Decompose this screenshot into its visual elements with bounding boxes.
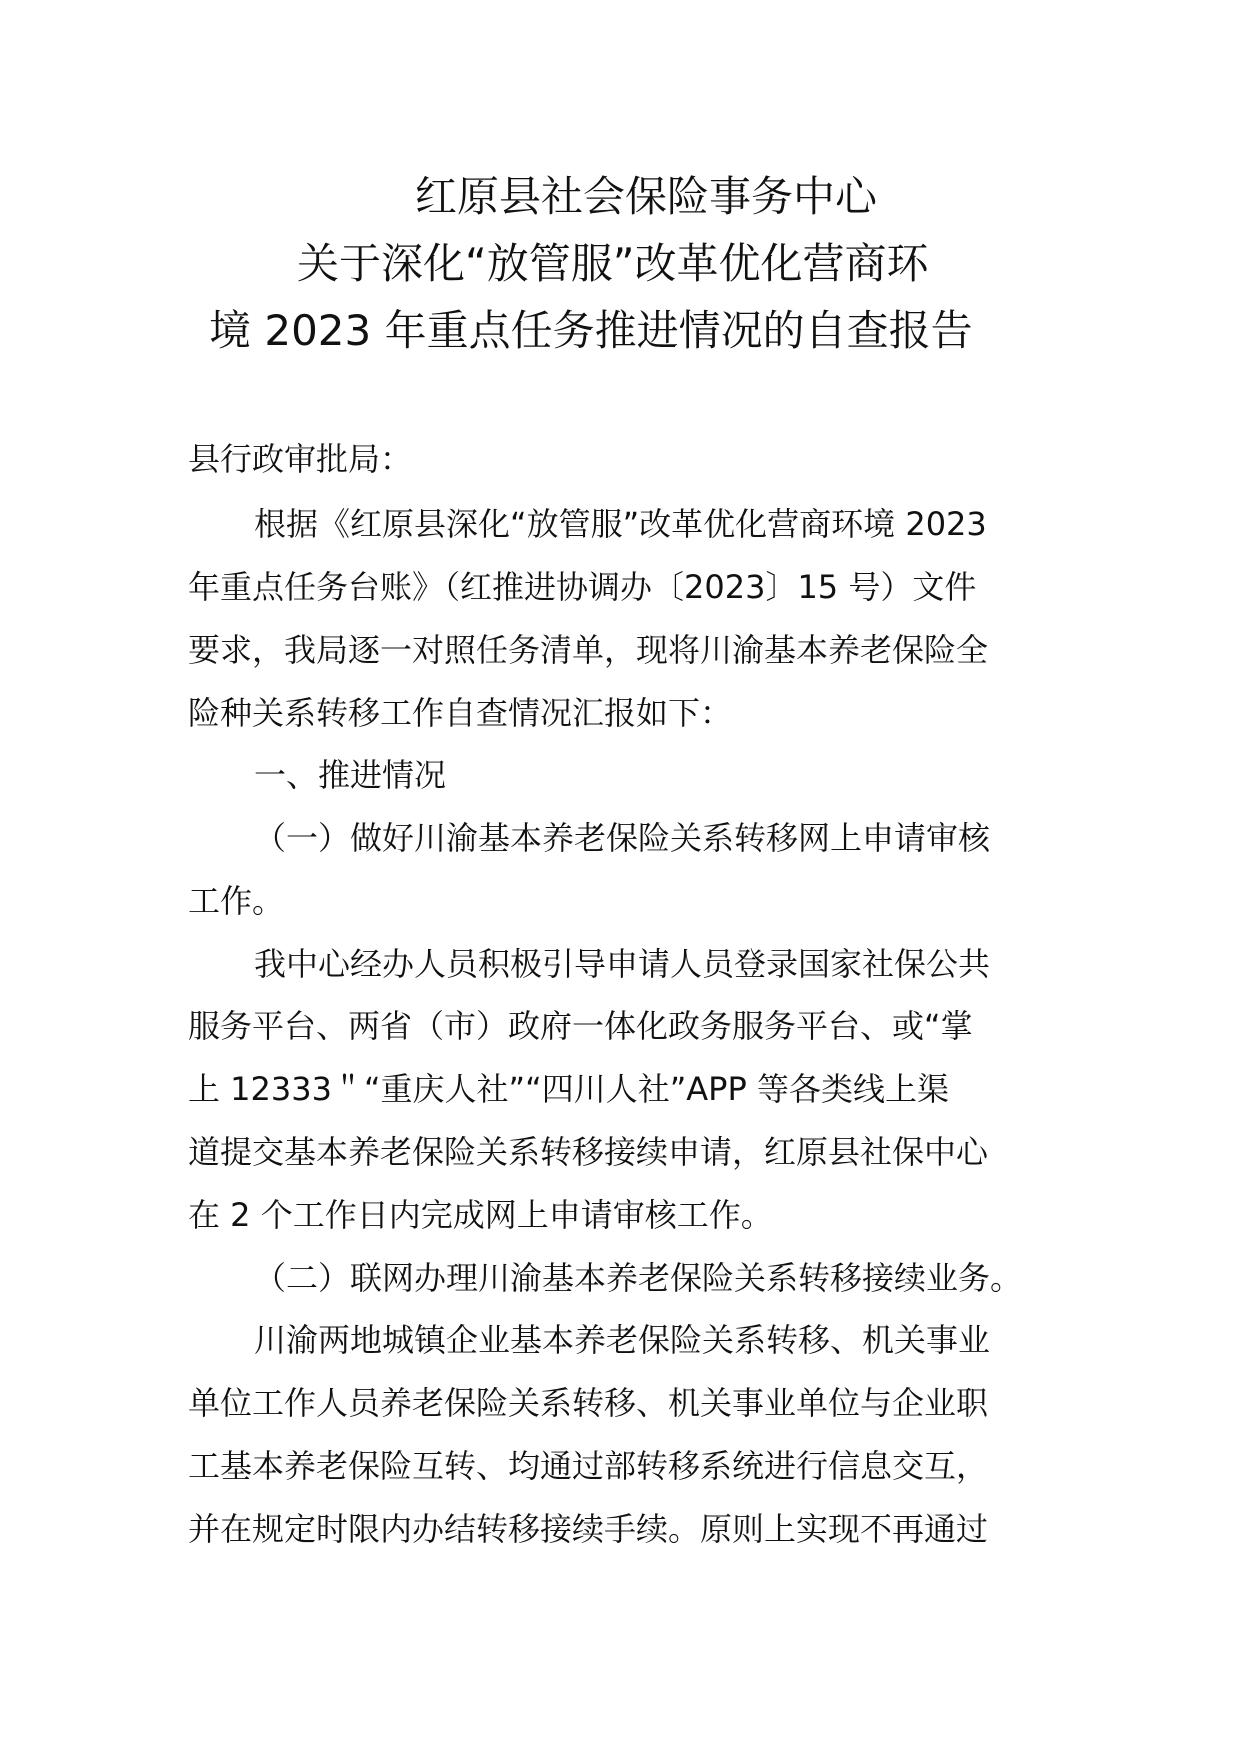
body-line: 工基本养老保险互转、均通过部转移系统进行信息交互， (188, 1447, 989, 1485)
title-line-3: 境 2023 年重点任务推进情况的自查报告 (209, 306, 973, 355)
body-line: 单位工作人员养老保险关系转移、机关事业单位与企业职 (188, 1384, 989, 1422)
body-line: 年重点任务台账》（红推进协调办〔2023〕15 号）文件 (188, 568, 977, 606)
addressee: 县行政审批局： (188, 440, 413, 478)
body-line: 根据《红原县深化“放管服”改革优化营商环境 2023 (254, 505, 987, 543)
body-line: 在 2 个工作日内完成网上申请审核工作。 (188, 1196, 773, 1234)
body-line: 我中心经办人员积极引导申请人员登录国家社保公共 (254, 945, 991, 983)
body-line: 川渝两地城镇企业基本养老保险关系转移、机关事业 (254, 1321, 991, 1359)
body-line: 道提交基本养老保险关系转移接续申请，红原县社保中心 (188, 1133, 989, 1171)
body-line: 险种关系转移工作自查情况汇报如下： (188, 694, 733, 732)
subsection-heading: （二）联网办理川渝基本养老保险关系转移接续业务。 (254, 1259, 1023, 1297)
subsection-heading: （一）做好川渝基本养老保险关系转移网上申请审核 (254, 819, 991, 857)
body-line: 上 12333＂“重庆人社”“四川人社”APP 等各类线上渠 (188, 1070, 949, 1108)
title-line-2: 关于深化“放管服”改革优化营商环 (297, 239, 929, 288)
body-line: 工作。 (188, 882, 285, 920)
section-heading: 一、推进情况 (254, 756, 447, 794)
body-line: 服务平台、两省（市）政府一体化政务服务平台、或“掌 (188, 1007, 973, 1045)
body-line: 要求，我局逐一对照任务清单，现将川渝基本养老保险全 (188, 631, 989, 669)
title-line-1: 红原县社会保险事务中心 (415, 172, 878, 221)
body-line: 并在规定时限内办结转移接续手续。原则上实现不再通过 (188, 1510, 989, 1548)
